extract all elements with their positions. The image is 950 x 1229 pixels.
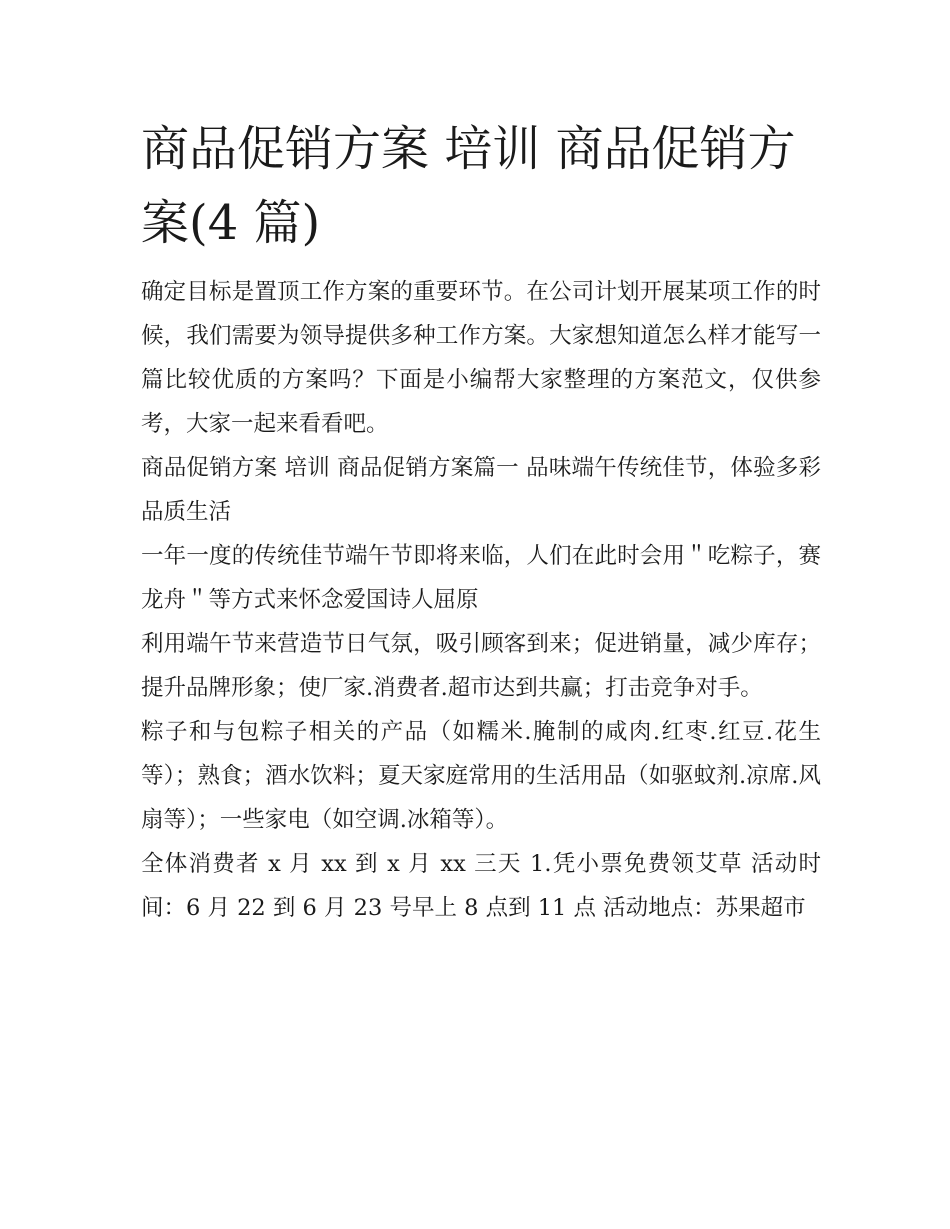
document-title: 商品促销方案 培训 商品促销方案(4 篇) bbox=[141, 121, 796, 251]
paragraph-background: 一年一度的传统佳节端午节即将来临，人们在此时会用＂吃粽子，赛龙舟＂等方式来怀念爱国诗人屈原 bbox=[141, 543, 821, 613]
paragraph-goals: 利用端午节来营造节日气氛，吸引顾客到来；促进销量，减少库存；提升品牌形象；使厂家.消费者.超市达到共赢；打击竞争对手。 bbox=[141, 631, 821, 701]
paragraph-activity: 全体消费者 x 月 xx 到 x 月 xx 三天 1.凭小票免费领艾草 活动时间：6 月 22 到 6 月 23 号早上 8 点到 11 点 活动地点：苏果超市 bbox=[141, 851, 821, 921]
paragraph-products: 粽子和与包粽子相关的产品（如糯米.腌制的咸肉.红枣.红豆.花生等）；熟食；酒水饮料；夏天家庭常用的生活用品（如驱蚊剂.凉席.风扇等）；一些家电（如空调.冰箱等）。 bbox=[141, 719, 821, 833]
paragraph-intro: 确定目标是置顶工作方案的重要环节。在公司计划开展某项工作的时候，我们需要为领导提供多种工作方案。大家想知道怎么样才能写一篇比较优质的方案吗？下面是小编帮大家整理的方案范文，仅供参考，大家一起来看看吧。 bbox=[141, 279, 821, 437]
paragraph-section-heading: 商品促销方案 培训 商品促销方案篇一 品味端午传统佳节，体验多彩品质生活 bbox=[141, 455, 821, 525]
document-page bbox=[141, 112, 821, 930]
